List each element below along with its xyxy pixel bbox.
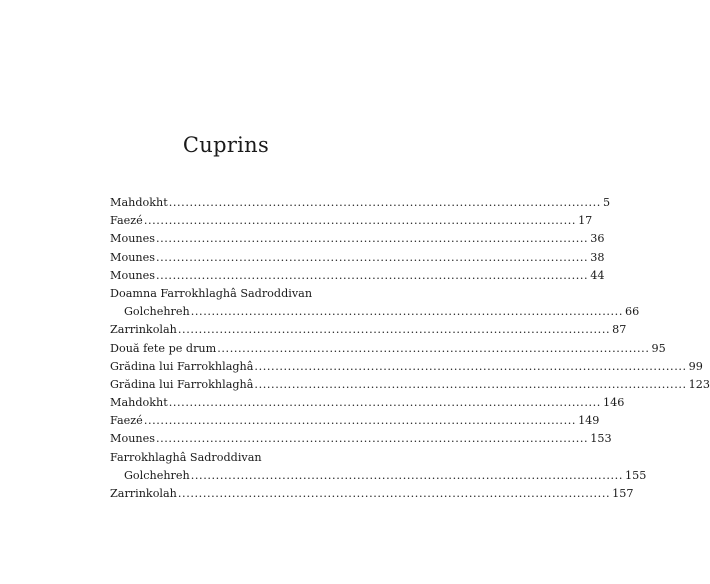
toc-entry-page: 146 (602, 396, 625, 410)
toc-entry[interactable] (110, 321, 627, 339)
page-title: Cuprins (182, 133, 270, 157)
toc-entry-title: Mahdokht (110, 396, 168, 410)
toc-entry-title: Două fete pe drum (110, 341, 217, 355)
toc-entry[interactable] (110, 194, 611, 212)
toc-entry-title: Mounes (110, 268, 155, 282)
toc-entry-title: Mounes (110, 250, 155, 264)
toc-entry[interactable] (110, 412, 600, 430)
toc-leader-dots: ........................................................................................................ (190, 468, 623, 482)
toc-leader-dots: ........................................................................................................ (190, 305, 623, 319)
toc-entry[interactable] (110, 212, 593, 230)
toc-entry[interactable] (110, 230, 605, 248)
toc-leader-dots: ........................................................................................................ (155, 232, 589, 246)
toc-entry[interactable] (110, 376, 710, 394)
toc-entry-title-continued: Golchehreh (124, 305, 190, 319)
toc-leader-dots: ........................................................................................................ (254, 359, 687, 373)
toc-entry-page: 149 (578, 414, 600, 428)
toc-entry-page: 66 (624, 305, 640, 319)
toc-leader-dots: ........................................................................................................ (155, 432, 589, 446)
toc-entry-title: Zarrinkolah (110, 323, 177, 337)
toc-entry-title: Mounes (110, 232, 155, 246)
toc-entry-page: 17 (578, 214, 593, 228)
toc-entry-title-continued: Golchehreh (124, 468, 190, 482)
toc-entry-title: Doamna Farrokhlaghâ Sadroddivan (110, 286, 313, 300)
toc-leader-dots: ........................................................................................................ (177, 487, 611, 500)
toc-entry-title: Grădina lui Farrokhlaghâ (110, 377, 254, 391)
toc-leader-dots: ........................................................................................................ (155, 268, 589, 282)
toc-entry-page: 155 (624, 468, 647, 482)
toc-entry-page: 153 (590, 432, 612, 446)
toc-leader-dots: ........................................................................................................ (168, 196, 601, 209)
toc-leader-dots: ........................................................................................................ (143, 414, 577, 428)
toc-entry-page: 123 (688, 377, 710, 391)
toc-entry-title: Farrokhlaghâ Sadroddivan (110, 450, 262, 464)
toc-leader-dots: ........................................................................................................ (177, 323, 611, 337)
toc-leader-dots: ........................................................................................................ (168, 396, 601, 410)
toc-entry-title: Zarrinkolah (110, 487, 177, 500)
toc-entry[interactable] (110, 449, 647, 485)
toc-entry-title: Mahdokht (110, 196, 168, 209)
toc-leader-dots: ........................................................................................................ (143, 214, 577, 228)
toc-entry-page: 36 (590, 232, 605, 246)
toc-entry-page: 87 (612, 323, 627, 337)
toc-entry[interactable] (110, 394, 625, 412)
table-of-contents (110, 194, 710, 503)
toc-entry-page: 95 (651, 341, 666, 355)
toc-entry-page: 157 (612, 487, 634, 500)
toc-leader-dots: ........................................................................................................ (155, 250, 589, 264)
toc-entry[interactable] (110, 485, 634, 503)
toc-entry-page: 5 (602, 196, 611, 209)
toc-entry-title: Faezé (110, 214, 143, 228)
toc-entry[interactable] (110, 340, 666, 358)
toc-entry-title: Mounes (110, 432, 155, 446)
toc-entry[interactable] (110, 358, 703, 376)
toc-entry[interactable] (110, 249, 605, 267)
toc-leader-dots: ........................................................................................................ (254, 377, 687, 391)
toc-entry[interactable] (110, 430, 612, 448)
toc-entry[interactable] (110, 285, 640, 321)
toc-entry-page: 99 (688, 359, 703, 373)
toc-entry-page: 38 (590, 250, 605, 264)
toc-entry-page: 44 (590, 268, 605, 282)
toc-entry-title: Faezé (110, 414, 143, 428)
toc-entry[interactable] (110, 267, 605, 285)
toc-leader-dots: ........................................................................................................ (217, 341, 650, 355)
toc-entry-title: Grădina lui Farrokhlaghâ (110, 359, 254, 373)
